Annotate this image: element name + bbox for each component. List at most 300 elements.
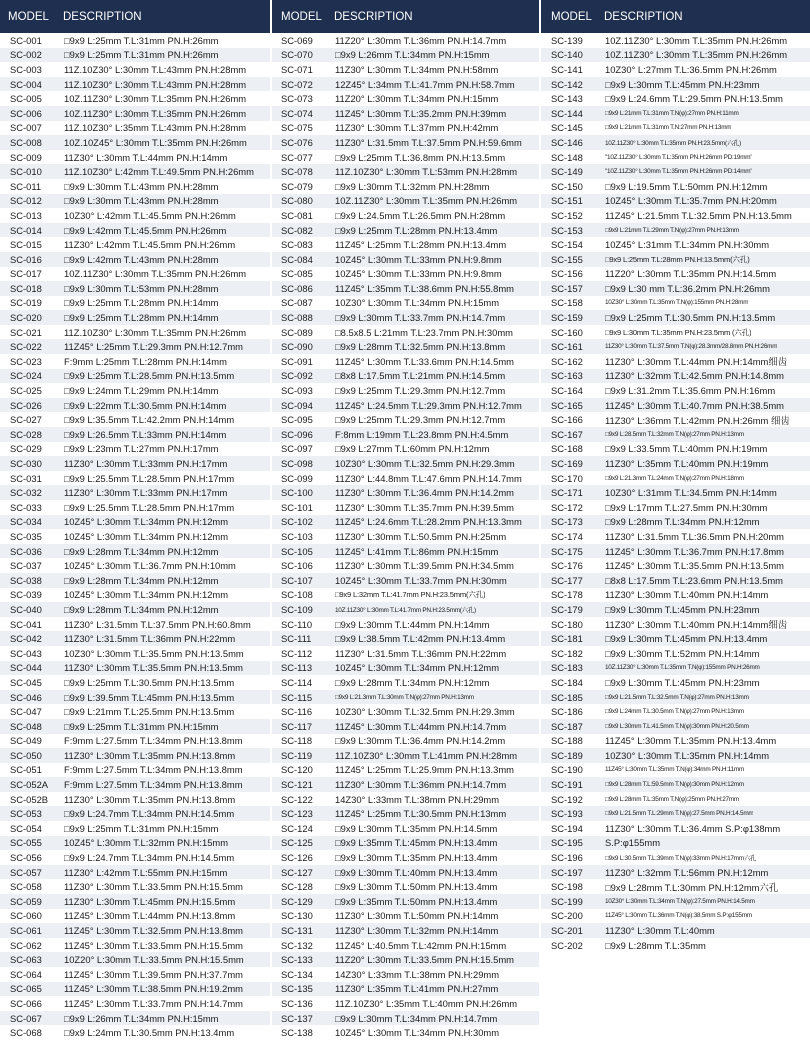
description-cell: □9x9 L:31.2mm T.L:35.6mm PN.H:16mm xyxy=(605,385,776,397)
model-cell: SC-163 xyxy=(551,370,583,382)
table-row xyxy=(0,91,270,106)
description-cell: 11Z30° L:31.5mm T.L:36mm PN.H:22mm xyxy=(335,647,507,659)
model-cell: SC-027 xyxy=(10,414,42,426)
table-row xyxy=(271,763,539,778)
description-cell: □9x9 L:21mm T.L:31mm T.N(φ):27mm PN.H:11mm xyxy=(605,109,739,117)
model-cell: SC-040 xyxy=(10,603,42,615)
table-row xyxy=(541,573,810,588)
description-cell: 11Z30° L:30mm T.L:40mm xyxy=(605,925,715,937)
model-cell: SC-135 xyxy=(281,983,313,995)
table-row xyxy=(271,938,539,953)
model-cell: SC-153 xyxy=(551,224,583,236)
description-cell: 11Z30° L:30mm T.L:39.5mm PN.H:34.5mm xyxy=(335,560,514,572)
table-row xyxy=(0,223,270,238)
model-cell: SC-170 xyxy=(551,472,583,484)
table-row xyxy=(0,821,270,836)
description-cell: 10Z20° L:30mm T.L:33.5mm PN.H:15.5mm xyxy=(64,954,244,966)
model-cell: SC-042 xyxy=(10,633,42,645)
model-cell: SC-124 xyxy=(281,822,313,834)
model-cell: SC-113 xyxy=(281,662,313,674)
model-cell: SC-149 xyxy=(551,166,583,178)
description-cell: 10Z.11Z30° L:30mm T.L:35mm PN.H:26mm xyxy=(605,49,788,61)
model-cell: SC-070 xyxy=(281,49,313,61)
description-cell: □9x9 L:25mm T.L:28mm PN.H:14mm xyxy=(64,297,219,309)
table-row xyxy=(0,996,270,1011)
table-row xyxy=(271,164,539,179)
model-cell: SC-143 xyxy=(551,93,583,105)
description-cell: 11Z45° L:30mm T.L:38.5mm PN.H:19.2mm xyxy=(64,983,243,995)
model-cell: SC-118 xyxy=(281,735,313,747)
model-cell: SC-162 xyxy=(551,355,583,367)
table-row xyxy=(271,850,539,865)
table-row xyxy=(0,792,270,807)
description-cell: □9x9 L:42mm T.L:43mm PN.H:28mm xyxy=(64,253,219,265)
description-cell: □9x9 L:25mm T.L:31mm PN.H:15mm xyxy=(64,822,219,834)
description-cell: □9x9 L:25mm T.L:28mm PN.H:13.5mm(六孔) xyxy=(605,254,750,264)
model-cell: SC-140 xyxy=(551,49,583,61)
model-cell: SC-051 xyxy=(10,764,42,776)
table-row xyxy=(271,354,539,369)
model-cell: SC-003 xyxy=(10,63,42,75)
model-header: MODEL xyxy=(281,10,322,23)
description-cell: □9x9 L:30mm T.L:32mm PN.H:28mm xyxy=(335,180,490,192)
model-cell: SC-081 xyxy=(281,209,313,221)
table-row xyxy=(541,617,810,632)
table-row xyxy=(271,748,539,763)
table-row xyxy=(271,631,539,646)
model-cell: SC-184 xyxy=(551,676,583,688)
model-cell: SC-037 xyxy=(10,560,42,572)
description-cell: 11Z.10Z30° L:30mm T.L:43mm PN.H:28mm xyxy=(64,78,247,90)
model-cell: SC-167 xyxy=(551,428,583,440)
description-cell: □9x9 L:42mm T.L:45.5mm PN.H:26mm xyxy=(64,224,227,236)
description-cell: 11Z30° L:30mm T.L:37mm PN.H:42mm xyxy=(335,122,499,134)
table-row xyxy=(0,208,270,223)
table-row xyxy=(541,923,810,938)
table-row xyxy=(541,558,810,573)
description-cell: 11Z20° L:30mm T.L:34mm PN.H:15mm xyxy=(335,93,499,105)
description-cell: 11Z30° L:31.5mm T.L:37.5mm PN.H:59.6mm xyxy=(335,136,522,148)
table-row xyxy=(541,777,810,792)
description-cell: 10Z45° L:31mm T.L:34mm PN.H:30mm xyxy=(605,239,770,251)
description-cell: □9x9 L:25mm T.L:30.5mm PN.H:13.5mm xyxy=(605,312,776,324)
model-cell: SC-136 xyxy=(281,997,313,1009)
table-row xyxy=(541,471,810,486)
model-cell: SC-017 xyxy=(10,268,42,280)
table-row xyxy=(271,33,539,48)
table-row xyxy=(0,33,270,48)
model-cell: SC-044 xyxy=(10,662,42,674)
model-cell: SC-086 xyxy=(281,282,313,294)
model-cell: SC-156 xyxy=(551,268,583,280)
description-cell: 11Z45° L:21.5mm T.L:32.5mm PN.H:13.5mm xyxy=(605,209,792,221)
model-cell: SC-105 xyxy=(281,545,313,557)
table-row xyxy=(0,558,270,573)
table-row xyxy=(541,515,810,530)
table-row xyxy=(271,325,539,340)
description-cell: □9x9 L:32mm T.L:41.7mm PN.H:23.5mm(六孔) xyxy=(335,590,486,600)
table-row xyxy=(271,135,539,150)
table-row xyxy=(541,267,810,282)
table-row xyxy=(0,529,270,544)
model-cell: SC-191 xyxy=(551,779,583,791)
description-cell: 11Z45° L:30mm T.L:35.5mm PN.H:13.5mm xyxy=(605,560,784,572)
model-cell: SC-106 xyxy=(281,560,313,572)
model-cell: SC-058 xyxy=(10,881,42,893)
table-row xyxy=(541,865,810,880)
table-row xyxy=(0,150,270,165)
description-cell: 11Z30° L:30mm T.L:35.7mm PN.H:39.5mm xyxy=(335,501,514,513)
description-cell: □9x9 L:30mm T.L:43mm PN.H:28mm xyxy=(64,180,219,192)
model-cell: SC-024 xyxy=(10,370,42,382)
description-cell: □8.5x8.5 L:21mm T.L:23.7mm PN.H:30mm xyxy=(335,326,513,338)
description-cell: □9x9 L:17mm T.L:27.5mm PN.H:30mm xyxy=(605,501,768,513)
description-cell: 11Z45° L:25mm T.L:30.5mm PN.H:13mm xyxy=(335,808,507,820)
description-cell: 14Z30° L:33mm T.L:38mm PN.H:29mm xyxy=(335,968,500,980)
description-cell: □9x9 L:30mm T.L:35mm PN.H:14.5mm xyxy=(335,822,498,834)
model-cell: SC-171 xyxy=(551,487,583,499)
model-cell: SC-169 xyxy=(551,458,583,470)
description-cell: 11Z30° L:30mm T.L:36.4mm S.P:φ138mm xyxy=(605,822,781,834)
model-cell: SC-176 xyxy=(551,560,583,572)
table-row xyxy=(271,967,539,982)
description-cell: 11Z30° L:30mm T.L:34mm PN.H:58mm xyxy=(335,63,499,75)
model-cell: SC-015 xyxy=(10,239,42,251)
table-row xyxy=(0,267,270,282)
model-cell: SC-071 xyxy=(281,63,313,75)
description-cell: 10Z45° L:30mm T.L:34mm PN.H:12mm xyxy=(64,516,229,528)
model-cell: SC-059 xyxy=(10,895,42,907)
model-cell: SC-148 xyxy=(551,151,583,163)
model-cell: SC-117 xyxy=(281,720,313,732)
description-cell: □9x9 L:26mm T.L:34mm PN.H:15mm xyxy=(64,1012,219,1024)
description-cell: 10Z30° L:30mm T.L:32.5mm PN.H:29.3mm xyxy=(335,706,515,718)
table-row xyxy=(541,894,810,909)
description-cell: □9x9 L:30mm T.L:40mm PN.H:13.4mm xyxy=(335,866,498,878)
model-cell: SC-078 xyxy=(281,166,313,178)
table-row xyxy=(0,485,270,500)
model-cell: SC-190 xyxy=(551,764,583,776)
table-row xyxy=(541,529,810,544)
description-cell: 11Z45° L:24.6mm T.L:28.2mm PN.H:13.3mm xyxy=(335,516,522,528)
description-cell: □9x9 L:35mm T.L:45mm PN.H:13.4mm xyxy=(335,837,498,849)
table-row xyxy=(541,150,810,165)
description-cell: 11Z45° L:30mm T.L:36mm T.N(φ):38.5mm S.P:φ155mm xyxy=(605,912,752,920)
model-cell: SC-121 xyxy=(281,779,313,791)
description-cell: 10Z30° L:30mm T.L:34mm T.N(φ):27.5mm PN.H:14.5mm xyxy=(605,897,755,905)
table-row xyxy=(0,456,270,471)
description-cell: 11Z30° L:30mm T.L:33mm PN.H:17mm xyxy=(64,487,228,499)
model-cell: SC-097 xyxy=(281,443,313,455)
table-row xyxy=(541,602,810,617)
description-cell: 10Z45° L:30mm T.L:34mm PN.H:12mm xyxy=(335,662,500,674)
table-row xyxy=(0,704,270,719)
description-cell: □9x9 L:30mm T.L:52mm PN.H:14mm xyxy=(605,647,760,659)
description-cell: 10Z45° L:30mm T.L:33.7mm PN.H:30mm xyxy=(335,574,507,586)
description-cell: 11Z30° L:30mm T.L:44mm PN.H:14mm xyxy=(64,151,228,163)
table-row xyxy=(0,296,270,311)
model-cell: SC-009 xyxy=(10,151,42,163)
model-cell: SC-005 xyxy=(10,93,42,105)
model-cell: SC-134 xyxy=(281,968,313,980)
table-row xyxy=(0,164,270,179)
model-cell: SC-021 xyxy=(10,326,42,338)
table-row xyxy=(541,412,810,427)
description-cell: 11Z30° L:35mm T.L:40mm PN.H:19mm xyxy=(605,458,769,470)
model-cell: SC-131 xyxy=(281,925,313,937)
model-cell: SC-047 xyxy=(10,706,42,718)
description-cell: F:9mm L:25mm T.L:28mm PN.H:14mm xyxy=(64,355,227,367)
table-row xyxy=(541,806,810,821)
description-cell: 11Z30° L:32mm T.L:56mm PN.H:12mm xyxy=(605,866,769,878)
table-row xyxy=(271,485,539,500)
row-list xyxy=(541,33,810,952)
description-cell: 10Z.11Z30° L:30mm T.L:35mm PN.H:23.5mm(六孔) xyxy=(605,139,742,147)
description-cell: 10Z45° L:30mm T.L:33mm PN.H:9.8mm xyxy=(335,268,502,280)
description-cell: □9x9 L:24.7mm T.L:34mm PN.H:14.5mm xyxy=(64,852,235,864)
model-cell: SC-196 xyxy=(551,852,583,864)
description-cell: □9x9 L:30mm T.L:36.4mm PN.H:14.2mm xyxy=(335,735,506,747)
table-row xyxy=(0,427,270,442)
table-row xyxy=(0,106,270,121)
description-cell: □9x9 L:25mm T.L:28.5mm PN.H:13.5mm xyxy=(64,370,235,382)
description-cell: □9x9 L:28mm T.L:35mm xyxy=(605,939,706,951)
model-cell: SC-091 xyxy=(281,355,313,367)
model-cell: SC-050 xyxy=(10,749,42,761)
model-cell: SC-046 xyxy=(10,691,42,703)
model-cell: SC-077 xyxy=(281,151,313,163)
table-row xyxy=(541,164,810,179)
description-cell: □9x9 L:28mm T.L:59.5mm T.N(φ):30mm PN.H:12mm xyxy=(605,781,744,789)
description-cell: □9x9 L:28mm T.L:30mm PN.H:12mm六孔 xyxy=(605,881,779,893)
model-cell: SC-033 xyxy=(10,501,42,513)
model-cell: SC-096 xyxy=(281,428,313,440)
description-cell: 11Z30° L:30mm T.L:33.5mm PN.H:15.5mm xyxy=(64,881,243,893)
description-cell: □9x9 L:30mm T.L:34mm PN.H:14.7mm xyxy=(335,1012,498,1024)
table-row xyxy=(271,777,539,792)
description-cell: □9x9 L:38.5mm T.L:42mm PN.H:13.4mm xyxy=(335,633,506,645)
model-cell: SC-199 xyxy=(551,895,583,907)
description-cell: □9x9 L:23mm T.L:27mm PN.H:17mm xyxy=(64,443,219,455)
table-row xyxy=(541,106,810,121)
model-cell: SC-075 xyxy=(281,122,313,134)
model-cell: SC-038 xyxy=(10,574,42,586)
description-cell: 10Z30° L:30mm T.L:35mm PN.H:14mm xyxy=(605,749,770,761)
model-cell: SC-123 xyxy=(281,808,313,820)
table-row xyxy=(0,354,270,369)
model-cell: SC-145 xyxy=(551,122,583,134)
table-row xyxy=(271,996,539,1011)
table-row xyxy=(271,719,539,734)
description-cell: □9x9 L:22mm T.L:30.5mm PN.H:14mm xyxy=(64,399,227,411)
table-row xyxy=(541,281,810,296)
model-cell: SC-049 xyxy=(10,735,42,747)
description-cell: □9x9 L:28mm T.L:34mm PN.H:12mm xyxy=(64,574,219,586)
description-cell: 10Z45° L:30mm T.L:34mm PN.H:12mm xyxy=(64,530,229,542)
model-cell: SC-007 xyxy=(10,122,42,134)
model-cell: SC-087 xyxy=(281,297,313,309)
table-row xyxy=(271,792,539,807)
model-cell: SC-202 xyxy=(551,939,583,951)
table-row xyxy=(541,121,810,136)
table-row xyxy=(541,500,810,515)
description-cell: □9x9 L:24.6mm T.L:29.5mm PN.H:13.5mm xyxy=(605,93,783,105)
table-row xyxy=(271,602,539,617)
table-row xyxy=(0,690,270,705)
model-cell: SC-093 xyxy=(281,385,313,397)
table-row xyxy=(271,1025,539,1040)
model-cell: SC-197 xyxy=(551,866,583,878)
table-row xyxy=(271,544,539,559)
model-cell: SC-160 xyxy=(551,326,583,338)
model-cell: SC-030 xyxy=(10,458,42,470)
description-cell: 11Z30° L:42mm T.L:55mm PN.H:15mm xyxy=(64,866,228,878)
description-cell: 10Z30° L:30mm T.L:32.5mm PN.H:29.3mm xyxy=(335,458,515,470)
model-cell: SC-069 xyxy=(281,34,313,46)
table-row xyxy=(541,850,810,865)
model-header: MODEL xyxy=(8,10,49,23)
description-cell: 11Z45° L:30mm T.L:33.6mm PN.H:14.5mm xyxy=(335,355,514,367)
table-row xyxy=(541,208,810,223)
description-cell: 11Z45° L:30mm T.L:35.2mm PN.H:39mm xyxy=(335,107,507,119)
model-cell: SC-152 xyxy=(551,209,583,221)
model-cell: SC-188 xyxy=(551,735,583,747)
table-row xyxy=(541,296,810,311)
description-cell: □9x9 L:21mm T.L:31mm T.N:27mm PN.H:13mm xyxy=(605,124,732,132)
table-row xyxy=(271,106,539,121)
model-cell: SC-045 xyxy=(10,676,42,688)
table-row xyxy=(0,339,270,354)
table-row xyxy=(271,588,539,603)
description-cell: □8x8 L:17.5mm T.L:23.6mm PN.H:13.5mm xyxy=(605,574,783,586)
model-cell: SC-201 xyxy=(551,925,583,937)
model-cell: SC-141 xyxy=(551,63,583,75)
model-cell: SC-132 xyxy=(281,939,313,951)
description-cell: F:9mm L:27.5mm T.L:34mm PN.H:13.8mm xyxy=(64,779,243,791)
model-cell: SC-052B xyxy=(10,793,49,805)
description-cell: □9x9 L:19.5mm T.L:50mm PN.H:12mm xyxy=(605,180,768,192)
model-cell: SC-109 xyxy=(281,603,313,615)
table-row xyxy=(271,267,539,282)
column-header xyxy=(541,0,810,33)
description-cell: 11Z45° L:25mm T.L:29.3mm PN.H:12.7mm xyxy=(64,341,243,353)
table-row xyxy=(0,135,270,150)
description-cell: □9x9 L:30mm T.L:33.7mm PN.H:14.7mm xyxy=(335,312,506,324)
model-cell: SC-100 xyxy=(281,487,313,499)
table-row xyxy=(271,398,539,413)
description-cell: 10Z.11Z30° L:30mm T.L:35mm PN.H:26mm xyxy=(605,34,788,46)
table-row xyxy=(271,982,539,997)
table-row xyxy=(0,631,270,646)
description-cell: □9x9 L:25mm T.L:31mm PN.H:15mm xyxy=(64,720,219,732)
model-cell: SC-082 xyxy=(281,224,313,236)
table-row xyxy=(541,631,810,646)
table-row xyxy=(271,821,539,836)
model-cell: SC-064 xyxy=(10,968,42,980)
table-row xyxy=(271,529,539,544)
model-cell: SC-125 xyxy=(281,837,313,849)
model-cell: SC-016 xyxy=(10,253,42,265)
model-cell: SC-137 xyxy=(281,1012,313,1024)
description-cell: 10Z45° L:30mm T.L:35.7mm PN.H:20mm xyxy=(605,195,777,207)
table-row xyxy=(541,734,810,749)
model-cell: SC-155 xyxy=(551,253,583,265)
description-cell: □9x9 L:27mm T.L:60mm PN.H:12mm xyxy=(335,443,490,455)
description-cell: 11Z30° L:30mm T.L:37.5mm T.N(φ):28.3mm/28.8mm PN.H:26mm xyxy=(605,343,778,351)
description-cell: 10Z.11Z30° L:30mm T.L:35mm PN.H:26mm xyxy=(64,93,247,105)
description-cell: 11Z30° L:30mm T.L:50mm PN.H:14mm xyxy=(335,910,499,922)
table-row xyxy=(0,48,270,63)
description-cell: 11Z.10Z30° L:35mm T.L:43mm PN.H:28mm xyxy=(64,122,247,134)
model-cell: SC-010 xyxy=(10,166,42,178)
description-cell: □9x9 L:30 mm T.L:36.2mm PN.H:26mm xyxy=(605,282,770,294)
description-cell: 11Z45° L:35mm T.L:38.6mm PN.H:55.8mm xyxy=(335,282,514,294)
table-row xyxy=(271,237,539,252)
description-cell: 11Z30° L:30mm T.L:36mm PN.H:14.7mm xyxy=(335,779,507,791)
description-cell: □9x9 L:28mm T.L:34mm PN.H:12mm xyxy=(64,603,219,615)
model-cell: SC-067 xyxy=(10,1012,42,1024)
model-cell: SC-089 xyxy=(281,326,313,338)
model-cell: SC-060 xyxy=(10,910,42,922)
model-cell: SC-166 xyxy=(551,414,583,426)
model-cell: SC-048 xyxy=(10,720,42,732)
model-cell: SC-168 xyxy=(551,443,583,455)
model-cell: SC-128 xyxy=(281,881,313,893)
model-cell: SC-185 xyxy=(551,691,583,703)
description-cell: □9x9 L:30mm T.L:35mm PN.H:13.4mm xyxy=(335,852,498,864)
description-cell: □9x9 L:26.5mm T.L:33mm PN.H:14mm xyxy=(64,428,227,440)
model-cell: SC-012 xyxy=(10,195,42,207)
table-row xyxy=(0,865,270,880)
model-cell: SC-084 xyxy=(281,253,313,265)
description-cell: □9x9 L:21mm T.L:25.5mm PN.H:13.5mm xyxy=(64,706,235,718)
table-row xyxy=(541,938,810,953)
model-cell: SC-180 xyxy=(551,618,583,630)
table-column-2 xyxy=(271,0,539,1060)
table-row xyxy=(271,894,539,909)
column-divider xyxy=(539,0,541,1060)
model-cell: SC-126 xyxy=(281,852,313,864)
table-row xyxy=(271,573,539,588)
description-cell: □9x9 L:30mm T.L:35mm PN.H:23.5mm (六孔) xyxy=(605,327,752,337)
table-row xyxy=(271,208,539,223)
model-cell: SC-053 xyxy=(10,808,42,820)
description-cell: 10Z30° L:42mm T.L:45.5mm PN.H:26mm xyxy=(64,209,236,221)
model-cell: SC-080 xyxy=(281,195,313,207)
model-cell: SC-103 xyxy=(281,530,313,542)
table-row xyxy=(0,617,270,632)
description-cell: 11Z30° L:31.5mm T.L:36.5mm PN.H:20mm xyxy=(605,530,784,542)
table-row xyxy=(541,77,810,92)
table-row xyxy=(0,383,270,398)
model-cell: SC-129 xyxy=(281,895,313,907)
model-cell: SC-198 xyxy=(551,881,583,893)
model-cell: SC-028 xyxy=(10,428,42,440)
description-cell: □9x9 L:25mm T.L:28mm PN.H:14mm xyxy=(64,312,219,324)
model-cell: SC-011 xyxy=(10,180,42,192)
model-cell: SC-119 xyxy=(281,749,313,761)
table-row xyxy=(271,500,539,515)
model-cell: SC-164 xyxy=(551,385,583,397)
model-cell: SC-107 xyxy=(281,574,313,586)
table-row xyxy=(271,427,539,442)
table-row xyxy=(0,281,270,296)
description-cell: □9x9 L:30mm T.L:41.5mm T.N(φ):30mm PN.H:20.5mm xyxy=(605,722,749,730)
description-cell: 10Z.10Z45° L:30mm T.L:35mm PN.H:26mm xyxy=(64,136,247,148)
table-row xyxy=(0,719,270,734)
table-row xyxy=(0,836,270,851)
model-cell: SC-055 xyxy=(10,837,42,849)
